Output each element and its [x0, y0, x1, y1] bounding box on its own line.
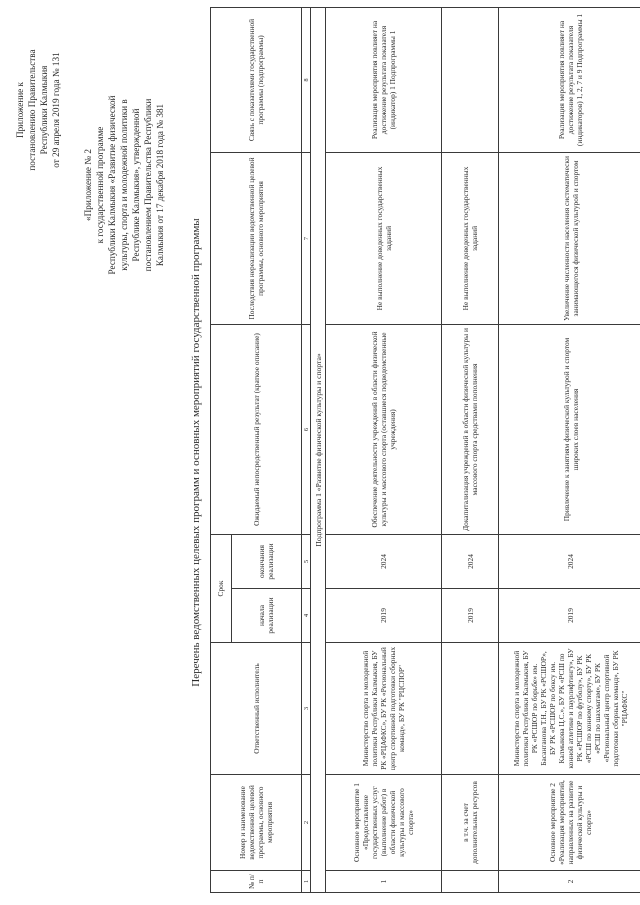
column-number: 8: [302, 7, 311, 152]
header-result: Ожидаемый непосредственный результат (краткое описание): [211, 324, 302, 534]
appendix-line: Приложение к: [15, 81, 25, 139]
column-numbers-row: [302, 7, 311, 892]
annex-line: постановлением Правительства Республики: [143, 98, 153, 272]
row-executor: [442, 643, 499, 775]
header-term: Срок: [211, 534, 232, 642]
table-header-row: [211, 7, 232, 892]
row-start: 2019: [442, 589, 499, 643]
row-link: Реализация мероприятия повлияет на достижение результата показателя (индикатор) 1 Подпрограммы 1: [326, 7, 442, 152]
row-link: [442, 7, 499, 152]
header-end: окончания реализации: [231, 534, 301, 588]
row-start: 2019: [499, 589, 640, 643]
row-name: Основное мероприятие 2 «Реализация мероприятий, направленных на развитие физической культуры и спорта»: [499, 775, 640, 871]
row-link: Реализация мероприятия повлияет на достижение результата показателя (индикаторов) 1, 2, 7 и 9 Подпрограммы 1: [499, 7, 640, 152]
row-consequences: Увеличение численности населения систематически занимающегося физической культурой и спортом: [499, 152, 640, 324]
row-end: 2024: [442, 534, 499, 588]
header-name: Номер и наименование ведомственной целевой программы, основного мероприятия: [211, 775, 302, 871]
header-link: Связь с показателями государственной программы (подпрограммы): [211, 7, 302, 152]
row-result: Докапитализация учреждений в области физической культуры и массового спорта средствами пополнения: [442, 324, 499, 534]
column-number: 6: [302, 324, 311, 534]
column-number: 1: [302, 871, 311, 893]
appendix-line: постановлению Правительства: [27, 49, 37, 171]
annex-line: Калмыкия от 17 декабря 2018 года № 381: [155, 103, 165, 267]
annex-line: «Приложение № 2: [83, 149, 93, 221]
row-end: 2024: [499, 534, 640, 588]
row-name: в т.ч. за счет дополнительных ресурсов: [442, 775, 499, 871]
row-end: 2024: [326, 534, 442, 588]
row-executor: Министерство спорта и молодежной политики Республики Калмыкия, БУ РК «РЦАФКС», БУ РК «Региональный центр спортивной подготовки сборных команд», БУ РК "РЦСПОР": [326, 643, 442, 775]
appendix-note: [14, 30, 62, 190]
header-num: № п/п: [211, 871, 302, 893]
row-result: Привлечение к занятиям физической культурой и спортом широких слоев населения: [499, 324, 640, 534]
annex-line: культуры, спорта и молодежной политики в: [119, 99, 129, 271]
subprogram-title: Подпрограмма 1 «Развитие физической культуры и спорта»: [311, 7, 326, 892]
row-num: 2: [499, 871, 640, 893]
row-executor: Министерство спорта и молодежной политики Республики Калмыкия, БУ РК «РСШОР по борьбе» им. Басанганова Т.Н., БУ РК «РСШОР», БУ РК «РСШОР по боксу им. Калмыкова Ц.С.», БУ РК «РСШ по конной атлетике и паурлифтингу», БУ РК «РСШОР по футболу», БУ РК «РСШ по конному спорту», БУ РК «РСШ по шахматам», БУ РК «Региональный центр спортивной подготовки сборных команд», БУ РК "РЦАФКС": [499, 643, 640, 775]
column-number: 7: [302, 152, 311, 324]
row-num: [442, 871, 499, 893]
annex-note: [82, 30, 166, 340]
programs-table: [210, 7, 640, 893]
row-consequences: Не выполнение доведенных государственных заданий: [442, 152, 499, 324]
appendix-line: от 29 апреля 2019 года № 131: [51, 52, 61, 168]
column-number: 2: [302, 775, 311, 871]
row-consequences: Не выполнение доведенных государственных заданий: [326, 152, 442, 324]
row-start: 2019: [326, 589, 442, 643]
row-name: Основное мероприятие 1 «Предоставление государственных услуг (выполнение работ) в области физической культуры и массового спорта»: [326, 775, 442, 871]
column-number: 5: [302, 534, 311, 588]
document-title: Перечень ведомственных целевых программ и основных мероприятий государственной программы: [190, 218, 202, 687]
header-executor: Ответственный исполнитель: [211, 643, 302, 775]
row-result: Обеспечение деятельности учреждений в области физической культуры и массового спорта (оставшиеся подведомственные учреждения): [326, 324, 442, 534]
table-row: [326, 7, 442, 892]
header-consequences: Последствия нереализации ведомственной целевой программы, основного мероприятия: [211, 152, 302, 324]
annex-line: Республики Калмыкия «Развитие физической: [107, 95, 117, 275]
appendix-line: Республики Калмыкия: [39, 65, 49, 155]
column-number: 4: [302, 589, 311, 643]
column-number: 3: [302, 643, 311, 775]
table-row: [442, 7, 499, 892]
annex-line: Республике Калмыкия», утвержденной: [131, 108, 141, 262]
header-start: начала реализации: [231, 589, 301, 643]
subprogram-row: [311, 7, 326, 892]
table-row: [499, 7, 640, 892]
annex-line: к государственной программе: [95, 126, 105, 244]
row-num: 1: [326, 871, 442, 893]
